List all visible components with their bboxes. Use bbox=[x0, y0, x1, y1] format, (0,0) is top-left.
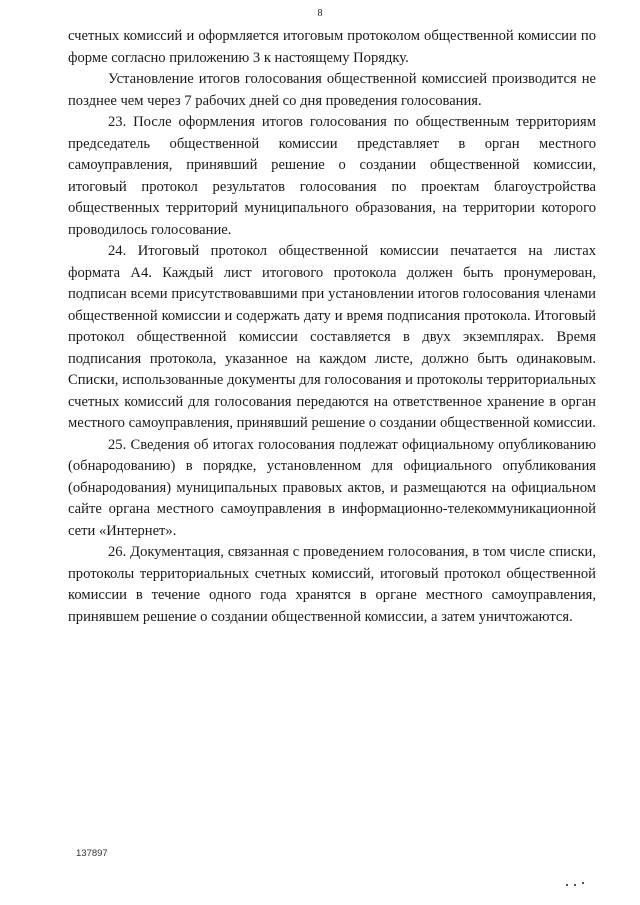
paragraph-23: 23. После оформления итогов голосования по общественным территориям председатель общественной комиссии представляет в орган местного самоуправления, принявший решение о создании общественной комиссии, итоговый протокол результатов голосования по проектам благоустройства общественных территорий муниципального образования, на территории которого проводилось голосование. bbox=[68, 114, 596, 238]
paragraph-continuation: счетных комиссий и оформляется итоговым протоколом общественной комиссии по форме согласно приложению 3 к настоящему Порядку. bbox=[68, 28, 596, 66]
paragraph-26: 26. Документация, связанная с проведением голосования, в том числе списки, протоколы территориальных счетных комиссий, итоговый протокол общественной комиссии в течение одного года хранятся в органе местного самоуправления, принявшем решение о создании общественной комиссии, а затем уничтожаются. bbox=[68, 544, 596, 625]
paragraph-25: 25. Сведения об итогах голосования подлежат официальному опубликованию (обнародованию) в порядке, установленном для официального опубликования (обнародования) муниципальных правовых актов, и размещаются на официальном сайте органа местного самоуправления в информационно-телекоммуникационной сети «Интернет». bbox=[68, 436, 596, 539]
paragraph-voting-results-deadline: Установление итогов голосования общественной комиссией производится не позднее чем через 7 рабочих дней со дня проведения голосования. bbox=[68, 71, 596, 109]
document-body bbox=[68, 26, 596, 628]
document-code: 137897 bbox=[76, 848, 108, 859]
page-number: 8 bbox=[317, 8, 323, 19]
scan-corner-mark bbox=[566, 884, 586, 888]
paragraph-24: 24. Итоговый протокол общественной комиссии печатается на листах формата А4. Каждый лист итогового протокола должен быть пронумерован, подписан всеми присутствовавшими при установлении итогов голосования членами общественной комиссии и содержать дату и время подписания протокола. Итоговый протокол общественной комиссии составляется в двух экземплярах. Время подписания протокола, указанное на каждом листе, должно быть одинаковым. Списки, использованные документы для голосования и протоколы территориальных счетных комиссий для голосования передаются на ответственное хранение в орган местного самоуправления, принявший решение о создании общественной комиссии. bbox=[68, 243, 596, 431]
